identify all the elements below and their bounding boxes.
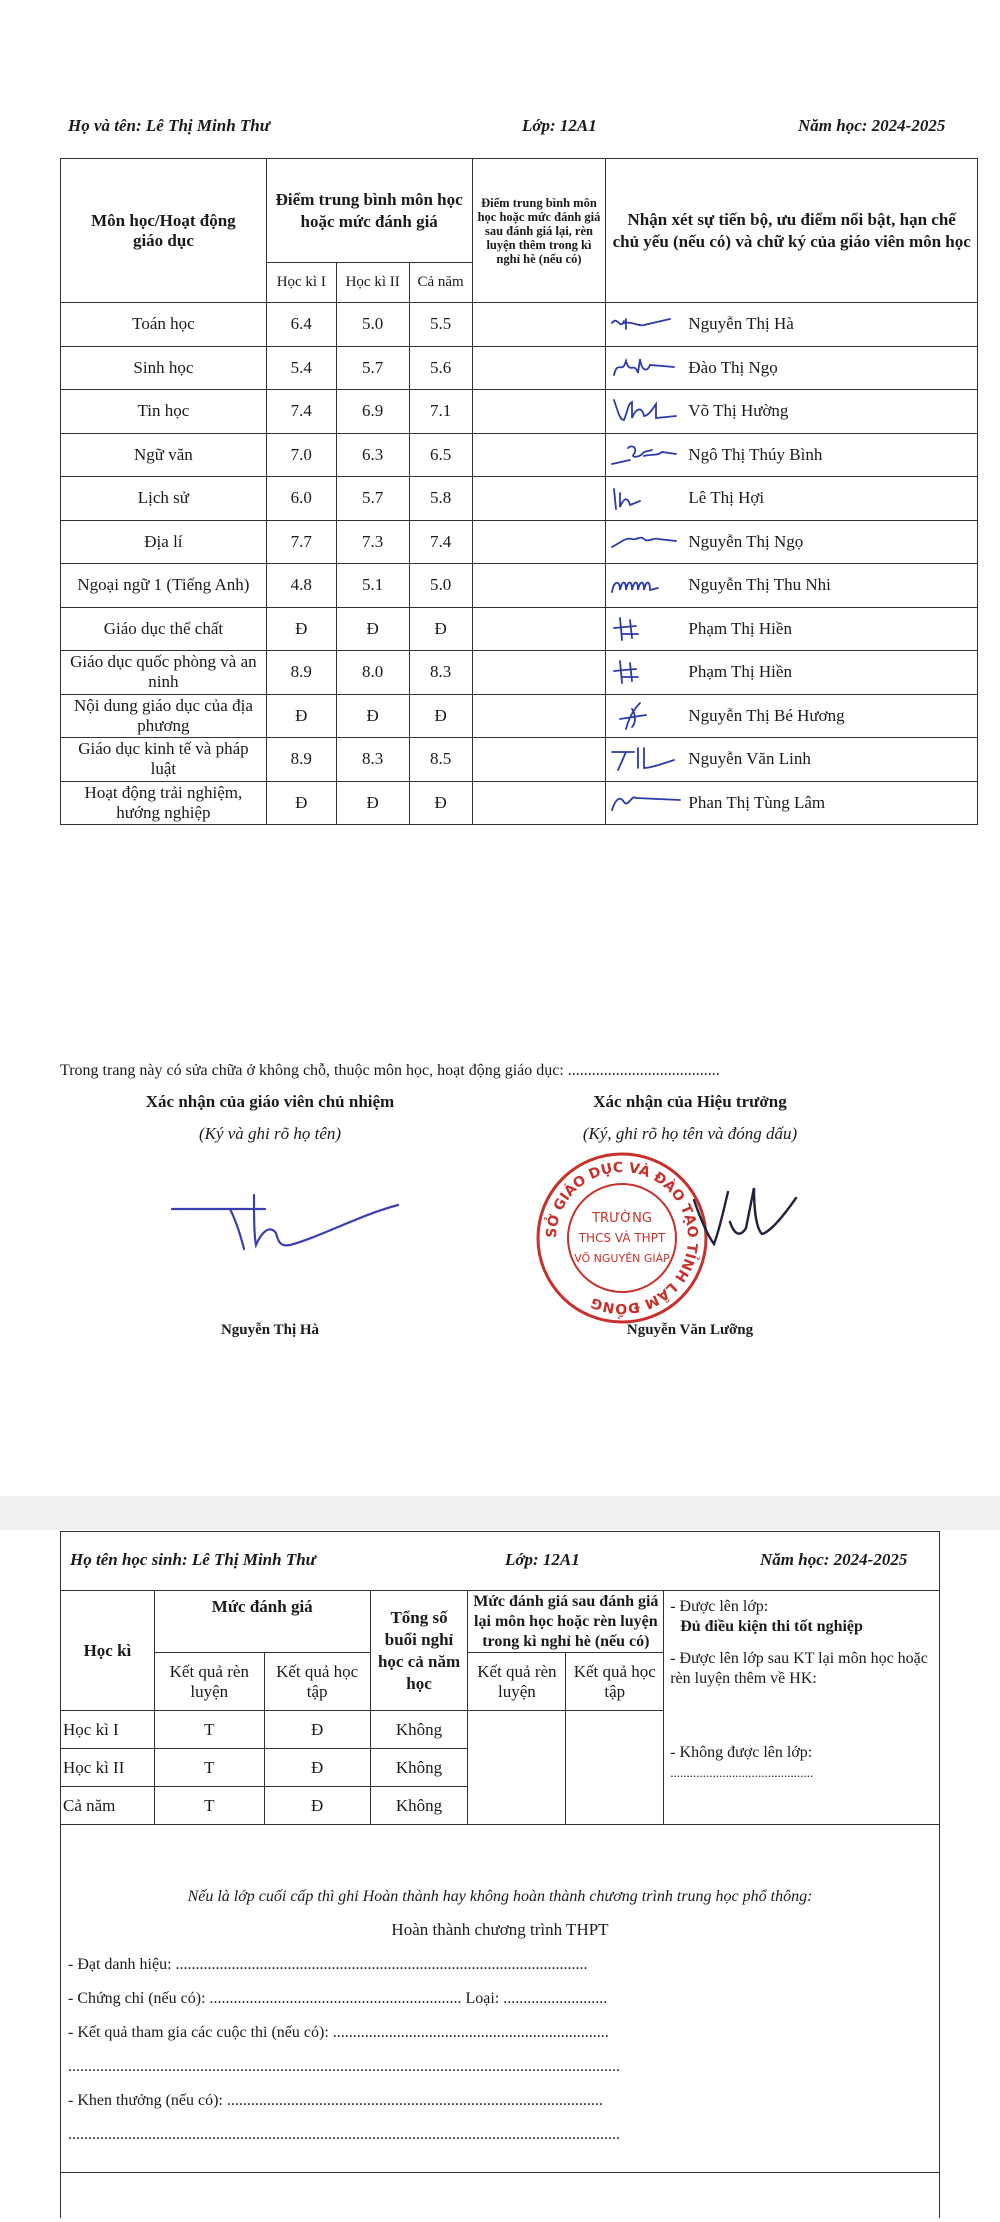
score-year: 7.4 [409, 520, 472, 564]
signature-icon [610, 744, 686, 774]
score-hk2: 5.7 [336, 346, 409, 390]
score-hk2: 8.3 [336, 738, 409, 782]
teacher-signature-cell [606, 477, 978, 521]
signature-icon [610, 657, 686, 687]
stamp-ring-text: SỞ GIÁO DỤC VÀ ĐÀO TẠO TỈNH LÂM ĐỒNG [543, 1159, 701, 1317]
subject-name: Sinh học [61, 346, 267, 390]
page-separator [0, 1496, 1000, 1530]
report-page-2 [0, 1530, 1000, 2222]
teacher-name: Phạm Thị Hiền [688, 618, 792, 638]
score-hk1: 6.0 [266, 477, 336, 521]
signature-icon [610, 701, 686, 731]
grades-table [60, 158, 978, 825]
teacher-name: Nguyễn Thị Thu Nhi [688, 575, 831, 595]
table-row [61, 303, 978, 347]
not-promoted-dots: ............................................ [670, 1765, 814, 1780]
table-row [61, 564, 978, 608]
reevaluation-cell [472, 564, 606, 608]
col-header-comment: Nhận xét sự tiến bộ, ưu điểm nổi bật, hạn chế chủ yếu (nếu có) và chữ ký của giáo viên môn học [606, 159, 978, 303]
principal-signature-icon [690, 1178, 800, 1263]
absent-count: Không [370, 1749, 468, 1787]
teacher-name: Nguyễn Thị Bé Hương [688, 705, 845, 725]
subject-name: Giáo dục kinh tế và pháp luật [61, 738, 267, 782]
teacher-name: Võ Thị Hường [688, 401, 789, 421]
subject-name: Ngữ văn [61, 433, 267, 477]
signature-icon [610, 788, 686, 818]
stamp-line-2: THCS VÀ THPT [578, 1231, 666, 1245]
col-header-level: Mức đánh giá [154, 1591, 370, 1653]
student-name-2: Họ tên học sinh: Lê Thị Minh Thư [70, 1550, 316, 1569]
not-promoted-label: - Không được lên lớp: [670, 1744, 813, 1761]
reeval-training-cell [468, 1711, 566, 1825]
col-header-subject: Môn học/Hoạt động giáo dục [61, 159, 267, 303]
score-year: Đ [409, 694, 472, 738]
col-header-reeval-2: Mức đánh giá sau đánh giá lại môn học hoặc rèn luyện trong kì nghỉ hè (nếu có) [468, 1591, 664, 1653]
stamp-line-1: TRƯỜNG [592, 1211, 652, 1226]
score-hk2: 5.1 [336, 564, 409, 608]
reevaluation-cell [472, 738, 606, 782]
score-hk2: Đ [336, 781, 409, 825]
reevaluation-cell [472, 433, 606, 477]
table-row [61, 694, 978, 738]
table-row [61, 520, 978, 564]
absent-count: Không [370, 1711, 468, 1749]
score-hk1: Đ [266, 781, 336, 825]
reeval-study-cell [566, 1711, 664, 1825]
term-label: Học kì I [61, 1711, 155, 1749]
reevaluation-cell [472, 390, 606, 434]
award-line: - Khen thưởng (nếu có): .............................................................................................. [68, 2092, 603, 2109]
homeroom-title: Xác nhận của giáo viên chủ nhiệm [145, 1092, 395, 1111]
reevaluation-cell [472, 694, 606, 738]
teacher-signature-cell [606, 303, 978, 347]
completion-status: Hoàn thành chương trình THPT [391, 1920, 609, 1939]
subject-name: Nội dung giáo dục của địa phương [61, 694, 267, 738]
teacher-name: Nguyễn Thị Ngọ [688, 531, 804, 551]
score-hk1: 5.4 [266, 346, 336, 390]
table-row [61, 433, 978, 477]
bottom-rule [60, 2172, 940, 2173]
absent-count: Không [370, 1787, 468, 1825]
promoted-label: - Được lên lớp: [670, 1598, 769, 1615]
score-hk1: 4.8 [266, 564, 336, 608]
class-label-2: Lớp: 12A1 [505, 1550, 580, 1569]
score-hk1: 7.0 [266, 433, 336, 477]
teacher-signature-cell [606, 694, 978, 738]
col-header-study-2: Kết quả học tập [566, 1653, 664, 1711]
term-label: Học kì II [61, 1749, 155, 1787]
col-header-average: Điểm trung bình môn học hoặc mức đánh giá [266, 159, 472, 263]
score-year: 5.6 [409, 346, 472, 390]
study-result: Đ [264, 1749, 370, 1787]
score-year: Đ [409, 607, 472, 651]
title-line: - Đạt danh hiệu: ....................................................................................................... [68, 1956, 588, 1973]
col-header-training: Kết quả rèn luyện [154, 1653, 264, 1711]
table-row [61, 781, 978, 825]
teacher-signature-cell [606, 781, 978, 825]
class-label: Lớp: 12A1 [522, 116, 597, 135]
subject-name: Địa lí [61, 520, 267, 564]
term-label: Cả năm [61, 1787, 155, 1825]
score-hk1: 7.4 [266, 390, 336, 434]
score-year: 5.8 [409, 477, 472, 521]
col-header-study: Kết quả học tập [264, 1653, 370, 1711]
teacher-name: Nguyễn Thị Hà [688, 314, 794, 334]
col-header-hk2: Học kì II [336, 263, 409, 303]
reevaluation-cell [472, 346, 606, 390]
homeroom-signature-icon [170, 1175, 400, 1260]
score-hk1: 8.9 [266, 651, 336, 695]
reevaluation-cell [472, 303, 606, 347]
col-header-reevaluation: Điểm trung bình môn học hoặc mức đánh giá sau đánh giá lại, rèn luyện thêm trong kì nghỉ hè (nếu có) [472, 159, 606, 303]
graduation-eligible: Đủ điều kiện thi tốt nghiệp [680, 1618, 863, 1635]
principal-subtitle: (Ký, ghi rõ họ tên và đóng dấu) [582, 1124, 798, 1143]
teacher-signature-cell [606, 433, 978, 477]
student-name: Họ và tên: Lê Thị Minh Thư [68, 116, 270, 135]
teacher-signature-cell [606, 607, 978, 651]
signature-icon [610, 570, 686, 600]
homeroom-subtitle: (Ký và ghi rõ họ tên) [198, 1124, 342, 1143]
table-row [61, 651, 978, 695]
promotion-column [664, 1591, 940, 1825]
teacher-signature-cell [606, 651, 978, 695]
teacher-name: Lê Thị Hợi [688, 488, 765, 508]
col-header-term: Học kì [61, 1591, 155, 1711]
score-year: 8.5 [409, 738, 472, 782]
certificate-line: - Chứng chỉ (nếu có): ............................................................... Loại: .......................... [68, 1990, 608, 2007]
table-row [61, 477, 978, 521]
promoted-after-label: - Được lên lớp sau KT lại môn học hoặc rèn luyện thêm về HK: [670, 1650, 928, 1687]
teacher-name: Đào Thị Ngọ [688, 357, 778, 377]
award-dots: .......................................................................................................................................... [68, 2126, 620, 2143]
subject-name: Hoạt động trải nghiệm, hướng nghiệp [61, 781, 267, 825]
teacher-signature-cell [606, 346, 978, 390]
teacher-signature-cell [606, 564, 978, 608]
reevaluation-cell [472, 607, 606, 651]
subject-name: Giáo dục quốc phòng và an ninh [61, 651, 267, 695]
score-hk1: 7.7 [266, 520, 336, 564]
subject-name: Tin học [61, 390, 267, 434]
table-row [61, 390, 978, 434]
study-result: Đ [264, 1787, 370, 1825]
reevaluation-cell [472, 520, 606, 564]
score-year: 6.5 [409, 433, 472, 477]
col-header-absent: Tổng số buổi nghỉ học cả năm học [370, 1591, 468, 1711]
score-year: 5.0 [409, 564, 472, 608]
school-stamp-icon [534, 1150, 710, 1326]
score-year: Đ [409, 781, 472, 825]
score-year: 5.5 [409, 303, 472, 347]
signature-icon [610, 353, 686, 383]
contest-dots: .......................................................................................................................................... [68, 2058, 620, 2075]
principal-title: Xác nhận của Hiệu trưởng [593, 1092, 787, 1111]
teacher-signature-cell [606, 390, 978, 434]
school-year-2: Năm học: 2024-2025 [760, 1550, 908, 1569]
signature-icon [610, 309, 686, 339]
subject-name: Giáo dục thể chất [61, 607, 267, 651]
table-row [61, 738, 978, 782]
teacher-name: Phan Thị Tùng Lâm [688, 792, 826, 812]
stamp-line-3: VÕ NGUYÊN GIÁP [574, 1252, 670, 1265]
col-header-training-2: Kết quả rèn luyện [468, 1653, 566, 1711]
reevaluation-cell [472, 477, 606, 521]
score-year: 7.1 [409, 390, 472, 434]
score-hk1: 8.9 [266, 738, 336, 782]
col-header-year: Cả năm [409, 263, 472, 303]
teacher-signature-cell [606, 520, 978, 564]
table-row [61, 346, 978, 390]
subject-name: Ngoại ngữ 1 (Tiếng Anh) [61, 564, 267, 608]
score-hk1: Đ [266, 607, 336, 651]
contest-line: - Kết quả tham gia các cuộc thi (nếu có): ..................................................................... [68, 2024, 609, 2041]
signature-icon [610, 396, 686, 426]
school-year: Năm học: 2024-2025 [798, 116, 946, 135]
signature-icon [610, 614, 686, 644]
score-hk1: Đ [266, 694, 336, 738]
score-hk2: 6.9 [336, 390, 409, 434]
reevaluation-cell [472, 781, 606, 825]
training-result: T [154, 1787, 264, 1825]
subject-name: Toán học [61, 303, 267, 347]
training-result: T [154, 1711, 264, 1749]
score-hk2: 5.0 [336, 303, 409, 347]
teacher-signature-cell [606, 738, 978, 782]
study-result: Đ [264, 1711, 370, 1749]
score-hk1: 6.4 [266, 303, 336, 347]
table-row [61, 607, 978, 651]
score-hk2: Đ [336, 694, 409, 738]
score-year: 8.3 [409, 651, 472, 695]
signature-icon [610, 527, 686, 557]
score-hk2: 6.3 [336, 433, 409, 477]
score-hk2: 5.7 [336, 477, 409, 521]
col-header-hk1: Học kì I [266, 263, 336, 303]
teacher-name: Nguyễn Văn Linh [688, 749, 811, 769]
signature-icon [610, 483, 686, 513]
completion-note: Nếu là lớp cuối cấp thì ghi Hoàn thành hay không hoàn thành chương trình trung học phổ thông: [187, 1888, 813, 1905]
principal-name: Nguyễn Văn Lưỡng [626, 1322, 754, 1338]
conduct-table [60, 1590, 940, 1825]
homeroom-name: Nguyễn Thị Hà [220, 1322, 320, 1338]
teacher-name: Ngô Thị Thúy Bình [688, 444, 823, 464]
signature-icon [610, 440, 686, 470]
subject-name: Lịch sử [61, 477, 267, 521]
training-result: T [154, 1749, 264, 1787]
score-hk2: Đ [336, 607, 409, 651]
correction-note: Trong trang này có sửa chữa ở không chỗ, thuộc môn học, hoạt động giáo dục: ...................................... [60, 1062, 720, 1079]
score-hk2: 8.0 [336, 651, 409, 695]
reevaluation-cell [472, 651, 606, 695]
score-hk2: 7.3 [336, 520, 409, 564]
teacher-name: Phạm Thị Hiền [688, 662, 792, 682]
